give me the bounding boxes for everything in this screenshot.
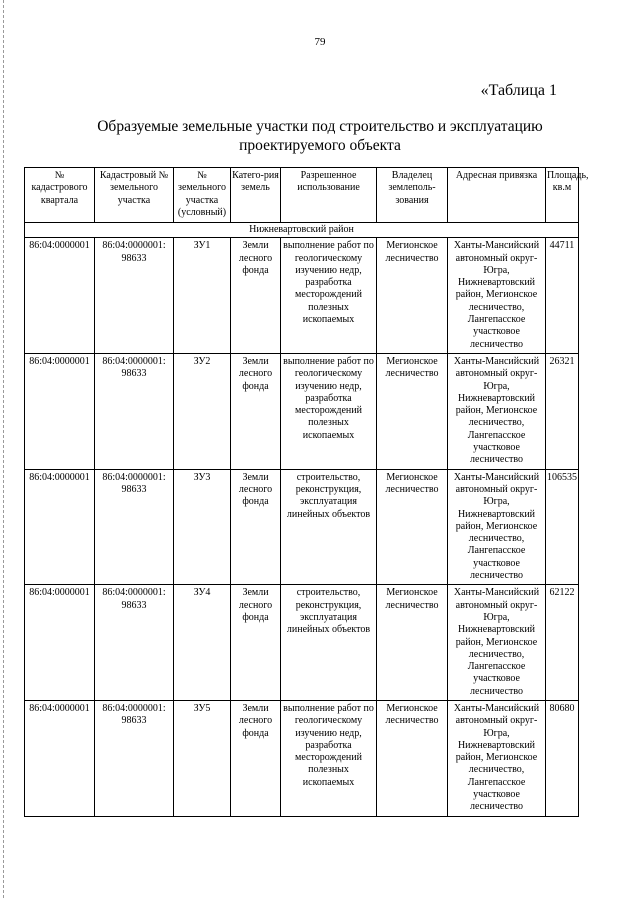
district-row	[25, 223, 579, 238]
header-plot: № земельного участка (условный)	[174, 168, 231, 223]
cell-category: Земли лесного фонда	[231, 469, 281, 585]
cell-owner: Мегионское лесничество	[377, 353, 448, 469]
header-area: Площадь, кв.м	[546, 168, 579, 223]
table-row	[25, 700, 579, 816]
table-caption: «Таблица 1	[480, 82, 557, 99]
cell-cadastral: 86:04:0000001: 98633	[95, 469, 174, 585]
cell-plot: ЗУ5	[174, 700, 231, 816]
cell-owner: Мегионское лесничество	[377, 238, 448, 354]
table-row	[25, 238, 579, 354]
cell-area: 62122	[546, 585, 579, 701]
cell-area: 106535	[546, 469, 579, 585]
cell-usage: строительство, реконструкция, эксплуатация линейных объектов	[281, 585, 377, 701]
cell-plot: ЗУ3	[174, 469, 231, 585]
cell-usage: выполнение работ по геологическому изучению недр, разработка месторождений полезных ископаемых	[281, 700, 377, 816]
cell-address: Ханты-Мансийский автономный округ-Югра, Нижневартовский район, Мегионское лесничество, Лангепасское участковое лесничество	[448, 700, 546, 816]
cell-area: 44711	[546, 238, 579, 354]
land-plots-table	[24, 167, 589, 817]
header-owner: Владелец землеполь-зования	[377, 168, 448, 223]
cell-usage: выполнение работ по геологическому изучению недр, разработка месторождений полезных ископаемых	[281, 353, 377, 469]
document-title	[60, 117, 580, 155]
header-category: Катего-рия земель	[231, 168, 281, 223]
land-plots-table-wrapper	[24, 167, 589, 817]
cell-plot: ЗУ2	[174, 353, 231, 469]
cell-quarter: 86:04:0000001	[25, 700, 95, 816]
header-cadastral: Кадастровый № земельного участка	[95, 168, 174, 223]
table-row	[25, 585, 579, 701]
cell-address: Ханты-Мансийский автономный округ-Югра, Нижневартовский район, Мегионское лесничество, Лангепасское участковое лесничество	[448, 238, 546, 354]
cell-category: Земли лесного фонда	[231, 700, 281, 816]
cell-plot: ЗУ4	[174, 585, 231, 701]
cell-address: Ханты-Мансийский автономный округ-Югра, Нижневартовский район, Мегионское лесничество, Лангепасское участковое лесничество	[448, 469, 546, 585]
header-address: Адресная привязка	[448, 168, 546, 223]
header-usage: Разрешенное использование	[281, 168, 377, 223]
table-header-row	[25, 168, 579, 223]
cell-quarter: 86:04:0000001	[25, 585, 95, 701]
district-label: Нижневартовский район	[25, 223, 579, 238]
title-line-2: проектируемого объекта	[239, 137, 401, 154]
header-quarter: № кадастрового квартала	[25, 168, 95, 223]
cell-quarter: 86:04:0000001	[25, 353, 95, 469]
cell-address: Ханты-Мансийский автономный округ-Югра, Нижневартовский район, Мегионское лесничество, Лангепасское участковое лесничество	[448, 585, 546, 701]
cell-usage: строительство, реконструкция, эксплуатация линейных объектов	[281, 469, 377, 585]
cell-cadastral: 86:04:0000001: 98633	[95, 585, 174, 701]
title-line-1: Образуемые земельные участки под строительство и эксплуатацию	[97, 118, 543, 135]
cell-cadastral: 86:04:0000001: 98633	[95, 700, 174, 816]
cell-category: Земли лесного фонда	[231, 585, 281, 701]
table-row	[25, 469, 579, 585]
scan-edge-line	[3, 0, 4, 898]
cell-plot: ЗУ1	[174, 238, 231, 354]
cell-usage: выполнение работ по геологическому изучению недр, разработка месторождений полезных ископаемых	[281, 238, 377, 354]
cell-quarter: 86:04:0000001	[25, 238, 95, 354]
cell-cadastral: 86:04:0000001: 98633	[95, 353, 174, 469]
table-row	[25, 353, 579, 469]
cell-address: Ханты-Мансийский автономный округ-Югра, Нижневартовский район, Мегионское лесничество, Лангепасское участковое лесничество	[448, 353, 546, 469]
cell-category: Земли лесного фонда	[231, 353, 281, 469]
cell-area: 80680	[546, 700, 579, 816]
cell-quarter: 86:04:0000001	[25, 469, 95, 585]
cell-owner: Мегионское лесничество	[377, 585, 448, 701]
cell-area: 26321	[546, 353, 579, 469]
page-number: 79	[314, 36, 326, 48]
cell-category: Земли лесного фонда	[231, 238, 281, 354]
cell-owner: Мегионское лесничество	[377, 469, 448, 585]
cell-owner: Мегионское лесничество	[377, 700, 448, 816]
cell-cadastral: 86:04:0000001: 98633	[95, 238, 174, 354]
